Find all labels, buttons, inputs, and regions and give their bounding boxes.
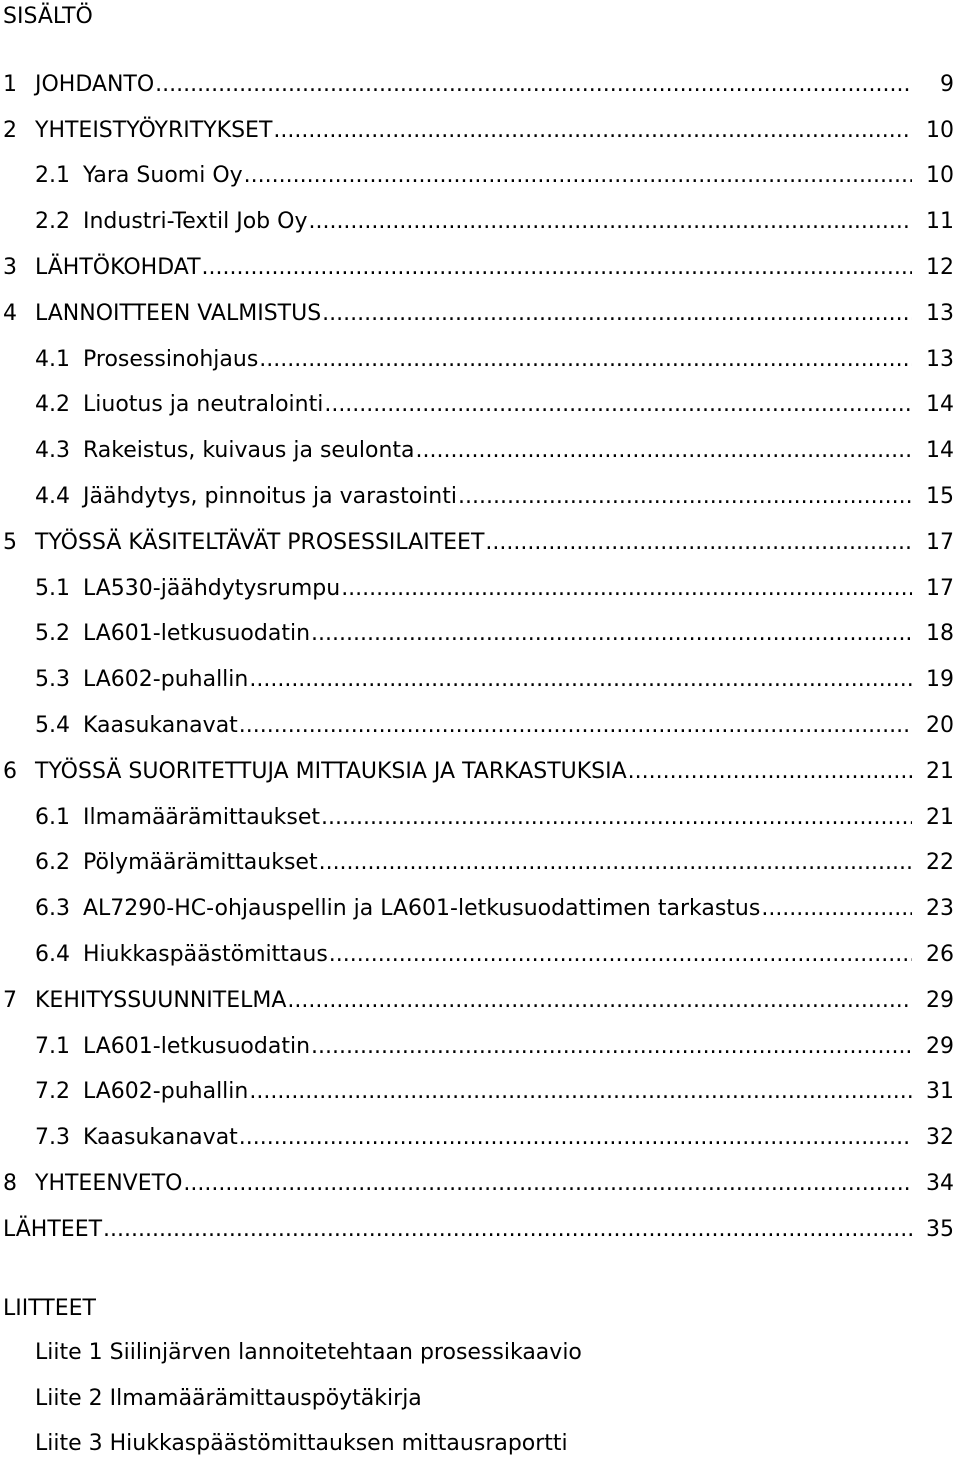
toc-entry[interactable] xyxy=(0,520,960,566)
toc-entry-title: LA601-letkusuodatin xyxy=(83,1033,311,1059)
toc-entry[interactable] xyxy=(0,428,960,474)
toc-entry-number: 7 xyxy=(3,987,17,1013)
toc-entry-number: 7.1 xyxy=(35,1033,70,1059)
table-of-contents xyxy=(0,62,960,1253)
toc-entry-page: 13 xyxy=(926,300,954,326)
dot-leader xyxy=(103,1215,912,1245)
toc-entry[interactable] xyxy=(0,337,960,383)
toc-entry[interactable] xyxy=(0,703,960,749)
dot-leader xyxy=(458,482,912,512)
toc-entry-page: 22 xyxy=(926,850,954,876)
toc-entry[interactable] xyxy=(0,1161,960,1207)
toc-entry[interactable] xyxy=(0,978,960,1024)
toc-entry-number: 4.1 xyxy=(35,346,70,372)
toc-entry-page: 14 xyxy=(926,438,954,464)
dot-leader xyxy=(628,757,912,787)
toc-entry-number: 5 xyxy=(3,529,17,555)
toc-entry-title: TYÖSSÄ SUORITETTUJA MITTAUKSIA JA TARKASTUKSIA xyxy=(35,758,627,784)
toc-entry[interactable] xyxy=(0,199,960,245)
toc-entry-page: 23 xyxy=(926,896,954,922)
toc-entry-title: Kaasukanavat xyxy=(83,713,238,739)
toc-entry[interactable] xyxy=(0,1070,960,1116)
toc-entry-number: 5.2 xyxy=(35,621,70,647)
toc-entry-page: 31 xyxy=(926,1079,954,1105)
dot-leader xyxy=(321,803,912,833)
toc-entry-page: 17 xyxy=(926,529,954,555)
toc-entry-number: 1 xyxy=(3,71,17,97)
toc-entry-title: LÄHTÖKOHDAT xyxy=(35,255,201,281)
toc-entry[interactable] xyxy=(0,383,960,429)
toc-entry-number: 6.2 xyxy=(35,850,70,876)
toc-entry-title: LA530-jäähdytysrumpu xyxy=(83,575,341,601)
toc-entry-title: Pölymäärämittaukset xyxy=(83,850,318,876)
toc-entry-page: 34 xyxy=(926,1171,954,1197)
toc-entry-number: 2.1 xyxy=(35,163,70,189)
dot-leader xyxy=(761,894,912,924)
toc-entry[interactable] xyxy=(0,795,960,841)
toc-entry-title: LA602-puhallin xyxy=(83,667,249,693)
dot-leader xyxy=(287,986,912,1016)
toc-entry[interactable] xyxy=(0,1024,960,1070)
dot-leader xyxy=(311,619,912,649)
toc-entry[interactable] xyxy=(0,841,960,887)
toc-entry-title: Jäähdytys, pinnoitus ja varastointi xyxy=(83,484,457,510)
toc-entry-title: LANNOITTEEN VALMISTUS xyxy=(35,300,322,326)
toc-entry-number: 8 xyxy=(3,1171,17,1197)
toc-entry-number: 6.1 xyxy=(35,804,70,830)
toc-entry-number: 4.2 xyxy=(35,392,70,418)
toc-entry-page: 13 xyxy=(926,346,954,372)
toc-entry-title: YHTEISTYÖYRITYKSET xyxy=(35,117,273,143)
toc-entry-page: 29 xyxy=(926,1033,954,1059)
dot-leader xyxy=(319,848,912,878)
toc-entry-page: 32 xyxy=(926,1125,954,1151)
toc-entry-page: 9 xyxy=(940,71,954,97)
appendix-item: Liite 2 Ilmamäärämittauspöytäkirja xyxy=(35,1385,422,1411)
toc-entry-number: 4 xyxy=(3,300,17,326)
dot-leader xyxy=(239,1123,912,1153)
dot-leader xyxy=(485,528,912,558)
toc-entry[interactable] xyxy=(0,108,960,154)
dot-leader xyxy=(249,665,912,695)
toc-entry[interactable] xyxy=(0,932,960,978)
dot-leader xyxy=(311,1032,912,1062)
dot-leader xyxy=(155,70,912,100)
toc-entry[interactable] xyxy=(0,1115,960,1161)
dot-leader xyxy=(329,940,912,970)
toc-entry-number: 6 xyxy=(3,758,17,784)
toc-entry-page: 12 xyxy=(926,255,954,281)
toc-entry-title: Prosessinohjaus xyxy=(83,346,259,372)
toc-entry-page: 15 xyxy=(926,484,954,510)
toc-entry[interactable] xyxy=(0,749,960,795)
dot-leader xyxy=(202,253,912,283)
toc-entry[interactable] xyxy=(0,566,960,612)
toc-entry[interactable] xyxy=(0,291,960,337)
toc-entry-number: 2.2 xyxy=(35,209,70,235)
appendix-item: Liite 1 Siilinjärven lannoitetehtaan prosessikaavio xyxy=(35,1340,582,1365)
dot-leader xyxy=(341,574,912,604)
toc-entry-title: Liuotus ja neutralointi xyxy=(83,392,324,418)
toc-entry-title: TYÖSSÄ KÄSITELTÄVÄT PROSESSILAITEET xyxy=(35,529,485,555)
toc-entry-title: LÄHTEET xyxy=(3,1216,103,1242)
dot-leader xyxy=(259,345,912,375)
dot-leader xyxy=(244,161,912,191)
toc-entry-page: 17 xyxy=(926,575,954,601)
dot-leader xyxy=(324,390,912,420)
toc-entry-title: AL7290-HC-ohjauspellin ja LA601-letkusuodattimen tarkastus xyxy=(83,896,761,922)
toc-entry-title: Industri-Textil Job Oy xyxy=(83,209,308,235)
toc-entry-number: 7.2 xyxy=(35,1079,70,1105)
toc-entry-page: 10 xyxy=(926,117,954,143)
toc-heading: SISÄLTÖ xyxy=(3,4,93,29)
toc-entry[interactable] xyxy=(0,245,960,291)
dot-leader xyxy=(322,299,912,329)
toc-entry-number: 3 xyxy=(3,255,17,281)
toc-entry-page: 29 xyxy=(926,987,954,1013)
toc-entry-title: Kaasukanavat xyxy=(83,1125,238,1151)
toc-entry-page: 21 xyxy=(926,804,954,830)
toc-entry-page: 26 xyxy=(926,942,954,968)
toc-entry-page: 10 xyxy=(926,163,954,189)
appendix-item: Liite 3 Hiukkaspäästömittauksen mittausraportti xyxy=(35,1431,568,1456)
toc-entry-title: LA601-letkusuodatin xyxy=(83,621,311,647)
dot-leader xyxy=(239,711,912,741)
toc-entry[interactable] xyxy=(0,886,960,932)
toc-entry[interactable] xyxy=(0,474,960,520)
toc-entry-title: JOHDANTO xyxy=(35,71,155,97)
toc-entry[interactable] xyxy=(0,612,960,658)
toc-entry-title: LA602-puhallin xyxy=(83,1079,249,1105)
appendix-heading: LIITTEET xyxy=(3,1296,96,1321)
toc-entry-page: 11 xyxy=(926,209,954,235)
toc-entry-title: KEHITYSSUUNNITELMA xyxy=(35,987,287,1013)
dot-leader xyxy=(416,436,912,466)
toc-entry-page: 18 xyxy=(926,621,954,647)
toc-entry-page: 21 xyxy=(926,758,954,784)
toc-entry[interactable] xyxy=(0,62,960,108)
toc-entry[interactable] xyxy=(0,657,960,703)
toc-entry-title: Rakeistus, kuivaus ja seulonta xyxy=(83,438,415,464)
toc-entry[interactable] xyxy=(0,1207,960,1253)
toc-entry-number: 6.3 xyxy=(35,896,70,922)
dot-leader xyxy=(273,116,912,146)
toc-entry-number: 4.3 xyxy=(35,438,70,464)
toc-entry-number: 5.4 xyxy=(35,713,70,739)
toc-entry-page: 20 xyxy=(926,713,954,739)
toc-entry-number: 2 xyxy=(3,117,17,143)
toc-entry-title: Yara Suomi Oy xyxy=(83,163,243,189)
appendix-list xyxy=(35,1338,582,1475)
toc-entry-number: 5.1 xyxy=(35,575,70,601)
toc-entry-title: Hiukkaspäästömittaus xyxy=(83,942,328,968)
toc-entry-page: 35 xyxy=(926,1216,954,1242)
toc-entry-title: YHTEENVETO xyxy=(35,1171,183,1197)
dot-leader xyxy=(183,1169,912,1199)
toc-entry-number: 4.4 xyxy=(35,484,70,510)
toc-entry-number: 5.3 xyxy=(35,667,70,693)
toc-entry-title: Ilmamäärämittaukset xyxy=(83,804,321,830)
toc-entry-page: 19 xyxy=(926,667,954,693)
dot-leader xyxy=(249,1077,912,1107)
toc-entry[interactable] xyxy=(0,154,960,200)
toc-entry-number: 7.3 xyxy=(35,1125,70,1151)
toc-entry-page: 14 xyxy=(926,392,954,418)
toc-entry-number: 6.4 xyxy=(35,942,70,968)
dot-leader xyxy=(308,207,912,237)
